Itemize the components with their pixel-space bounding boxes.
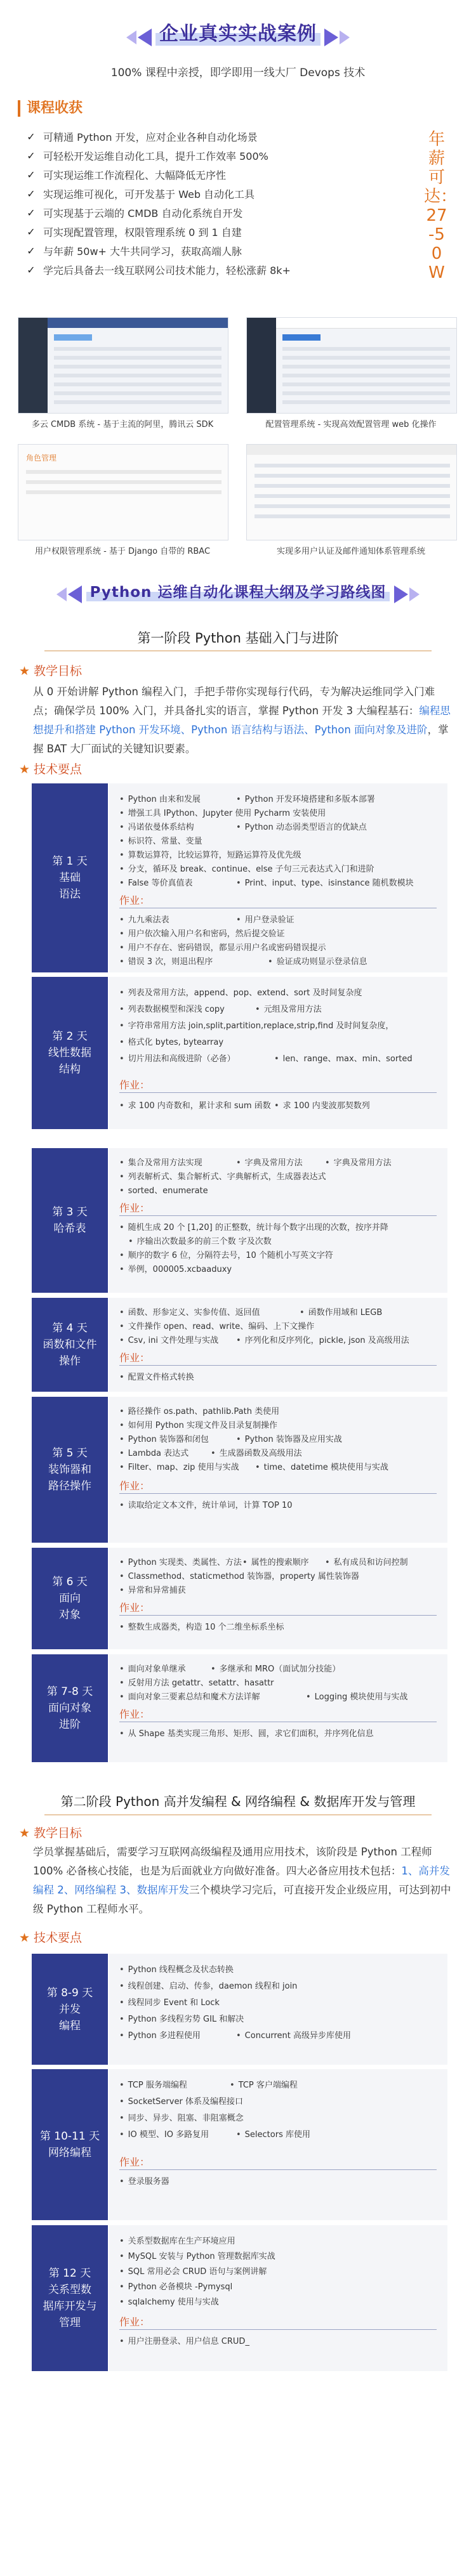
phase2-goal-text: 学员掌握基础后，需要学习互联网高级编程及通用应用技术，该阶段是 Python 工程师 100% 必备核心技能，也是为后面就业方向做好准备。四大必备应用技术包括：1、高并发编程 2、网络编程 3、数据库开发三个模块学习完后，可直接开发企业级应用，可达到初中级 Python 工程师水平。 — [33, 1846, 451, 1915]
gain-item: ✓ 可精通 Python 开发，应对企业各种自动化场景 — [25, 127, 387, 146]
gain-item: ✓ 可实现配置管理，权限管理系统 0 到 1 自建 — [25, 222, 387, 241]
row-content: • Python 由来和发展 • Python 开发环境搭建和多版本部署 • 增强工具 IPython、Jupyter 使用 Pycharm 安装使用 • 冯诺依曼体系结构 • Python 动态弱类型语言的优缺点 • 标识符、常量、变量 • 算数运算符，比较运算符，短路运算符及优先级 • 分支，循环及 break、continue、else 子句三元表达式入门和进阶 • False 等价真值表 • Print、input、type、isinstance 随机数模块 作业： • 九九乘法表 • 用户登录验证 • 用户依次输入用户名和密码，然后提交验证 • 用户不存在、密码错误，都显示用户名或密码错误提示 • 错误 3 次，则退出程序 • 验证成功则显示登录信息 — [109, 783, 447, 972]
phase2-goal-heading: ★ 教学目标 — [19, 1826, 83, 1840]
star-icon: ★ — [19, 1826, 30, 1840]
salary-vertical-text: 年薪可达：27-50W — [424, 130, 458, 282]
shot-role-label: 角色管理 — [26, 454, 57, 462]
star-icon: ★ — [19, 1931, 30, 1945]
phase1-points-heading: ★ 技术要点 — [19, 762, 83, 776]
checkmark-icon: ✓ — [27, 207, 36, 219]
gain-item: ✓ 可实现运维工作流程化、大幅降低无序性 — [25, 165, 387, 184]
row-label: 第 2 天 线性数据 结构 — [32, 977, 108, 1129]
row-content: • 路径操作 os.path、pathlib.Path 类使用 • 如何用 Python 实现文件及目录复制操作 • Python 装饰器和闭包 • Python 装饰器及应用实战 • Lambda 表达式 • 生成器函数及高级用法 • Filter、map、zip 使用与实战 • time、datetime 模块使用与实战 作业： • 读取给定文本文件，统计单词，计算 TOP 10 — [109, 1397, 447, 1543]
left-chevron-icon — [68, 585, 82, 603]
screenshot-caption: 多云 CMDB 系统 - 基于主流的阿里，腾讯云 SDK — [31, 420, 214, 429]
row-label: 第 12 天 关系型数 据库开发与 管理 — [32, 2225, 108, 2371]
left-chevron-icon — [138, 29, 152, 46]
gains-list — [25, 127, 387, 279]
checkmark-icon: ✓ — [27, 169, 36, 181]
course-row-day7-8 — [32, 1654, 447, 1762]
mail-screenshot — [246, 444, 457, 540]
cmdb-screenshot — [18, 317, 228, 414]
phase1-goal-text: 从 0 开始讲解 Python 编程入门，手把手带你实现每行代码，专为解决运维同学入门难点；确保学员 100% 入门，并具备扎实的语言，掌握 Python 开发 3 大编程基石：编程思想提升和搭建 Python 开发环境、Python 语言结构与语法、Python 面向对象及进阶，掌握 BAT 大厂面试的关键知识要素。 — [33, 686, 451, 755]
left-chevron-icon — [126, 30, 136, 44]
rbac-screenshot — [18, 444, 228, 540]
row-label: 第 8-9 天 并发 编程 — [32, 1954, 108, 2065]
row-content: • 函数、形参定义、实参传值、返回值 • 函数作用域和 LEGB • 文件操作 open、read、write、编码、上下文操作 • Csv, ini 文件处理与实战 • 序列化和反序列化，pickle, json 及高级用法 作业： • 配置文件格式转换 — [109, 1298, 447, 1392]
row-content: • 面向对象单继承 • 多继承和 MRO（面试加分技能） • 反射用方法 getattr、setattr、hasattr • 面向对象三要素总结和魔术方法详解 • Logging 模块使用与实战 作业： • 从 Shape 基类实现三角形、矩形、圆，求它们面积，并序列化信息 — [109, 1654, 447, 1762]
phase1-goal-heading: ★ 教学目标 — [19, 664, 83, 678]
checkmark-icon: ✓ — [27, 245, 36, 257]
gain-item: ✓ 可轻松开发运维自动化工具，提升工作效率 500% — [25, 146, 387, 165]
row-content: • Python 实现类、类属性、方法 • 属性的搜索顺序 • 私有成员和访问控制 • Classmethod、staticmethod 装饰器，property 属性装饰器 • 异常和异常捕获 作业： • 整数生成器类，构造 10 个二维坐标系坐标 — [109, 1548, 447, 1649]
checkmark-icon: ✓ — [27, 264, 36, 276]
course-row-day8-9 — [32, 1954, 447, 2065]
course-row-day4 — [32, 1298, 447, 1392]
gain-item: ✓ 学完后具备去一线互联网公司技术能力，轻松涨薪 8k+ — [25, 260, 387, 279]
row-content: • Python 线程概念及状态转换 • 线程创建、启动、传参，daemon 线程和 join • 线程同步 Event 和 Lock • Python 多线程劣势 GIL 和解决 • Python 多进程使用 • Concurrent 高级异步库使用 — [109, 1954, 447, 2065]
row-content: • TCP 服务端编程 • TCP 客户端编程 • SocketServer 体系及编程接口 • 同步、异步、阻塞、非阻塞概念 • IO 模型、IO 多路复用 • Selectors 库使用 作业： • 登录服务器 — [109, 2069, 447, 2220]
checkmark-icon: ✓ — [27, 226, 36, 238]
gain-item: ✓ 实现运维可视化，可开发基于 Web 自动化工具 — [25, 184, 387, 203]
config-screenshot — [246, 317, 457, 414]
row-content: • 关系型数据库在生产环境应用 • MySQL 安装与 Python 管理数据库实战 • SQL 常用必会 CRUD 语句与案例讲解 • Python 必备模块 -Pymysql • sqlalchemy 使用与实战 作业： • 用户注册登录、用户信息 CRUD_ — [109, 2225, 447, 2371]
left-chevron-icon — [56, 587, 67, 601]
row-label: 第 7-8 天 面向对象 进阶 — [32, 1654, 108, 1762]
course-row-day5 — [32, 1397, 447, 1543]
row-label: 第 6 天 面向 对象 — [32, 1548, 108, 1649]
gains-heading: 课程收获 — [18, 100, 83, 117]
roadmap-title — [0, 580, 476, 603]
course-row-day1 — [32, 783, 447, 972]
checkmark-icon: ✓ — [27, 150, 36, 162]
case-subtitle: 100% 课程中亲授，即学即用一线大厂 Devops 技术 — [110, 67, 366, 79]
screenshot-caption: 配置管理系统 - 实现高效配置管理 web 化操作 — [265, 420, 437, 429]
row-label: 第 1 天 基础 语法 — [32, 783, 108, 972]
roadmap-title-text: Python 运维自动化课程大纲及学习路线图 — [86, 580, 390, 601]
course-row-day12 — [32, 2225, 447, 2371]
course-row-day3 — [32, 1148, 447, 1293]
row-content: • 列表及常用方法，append、pop、extend、sort 及时间复杂度 • 列表数据模型和深浅 copy • 元组及常用方法 • 字符串常用方法 join,split,partition,replace,strip,find 及时间复杂度， • 格式化 bytes, bytearray • 切片用法和高级进阶（必备） • len、range、max、min、sorted 作业： • 求 100 内奇数和，累计求和 sum 函数 • 求 100 内斐波那契数列 — [109, 977, 447, 1129]
row-label: 第 10-11 天 网络编程 — [32, 2069, 108, 2220]
course-row-day2 — [32, 977, 447, 1129]
star-icon: ★ — [19, 762, 30, 776]
phase2-title: 第二阶段 Python 高并发编程 & 网络编程 & 数据库开发与管理 — [60, 1794, 416, 1809]
phase1-title: 第一阶段 Python 基础入门与进阶 — [137, 631, 339, 646]
row-label: 第 4 天 函数和文件 操作 — [32, 1298, 108, 1392]
gain-item: ✓ 可实现基于云端的 CMDB 自动化系统自开发 — [25, 203, 387, 222]
right-chevron-icon — [409, 587, 420, 601]
course-row-day6 — [32, 1548, 447, 1649]
phase2-points-heading: ★ 技术要点 — [19, 1931, 83, 1945]
gain-item: ✓ 与年薪 50w+ 大牛共同学习，获取高端人脉 — [25, 241, 387, 260]
course-row-day10-11 — [32, 2069, 447, 2220]
checkmark-icon: ✓ — [27, 131, 36, 143]
screenshot-caption: 用户权限管理系统 - 基于 Django 自带的 RBAC — [34, 547, 211, 556]
screenshot-caption: 实现多用户认证及邮件通知体系管理系统 — [276, 547, 425, 556]
case-title-text: 企业真实实战案例 — [155, 18, 321, 46]
phase1-divider — [44, 650, 432, 651]
row-label: 第 3 天 哈希表 — [32, 1148, 108, 1293]
phase2-divider — [44, 1814, 432, 1815]
case-section-title — [0, 18, 476, 46]
right-chevron-icon — [394, 585, 408, 603]
star-icon: ★ — [19, 664, 30, 678]
right-chevron-icon — [324, 29, 338, 46]
row-content: • 集合及常用方法实现 • 字典及常用方法 • 字典及常用方法 • 列表解析式、集合解析式、字典解析式，生成器表达式 • sorted、enumerate 作业： • 随机生成 20 个 [1,20] 的正整数，统计每个数字出现的次数，按序并降 • 序输出次数最多的前三个数 字及次数 • 顺序的数字 6 位，分隔符去号，10 个随机小写英文字符 • 举例，000005.xcbaaduxy — [109, 1148, 447, 1293]
right-chevron-icon — [340, 30, 350, 44]
checkmark-icon: ✓ — [27, 188, 36, 200]
row-label: 第 5 天 装饰器和 路径操作 — [32, 1397, 108, 1543]
